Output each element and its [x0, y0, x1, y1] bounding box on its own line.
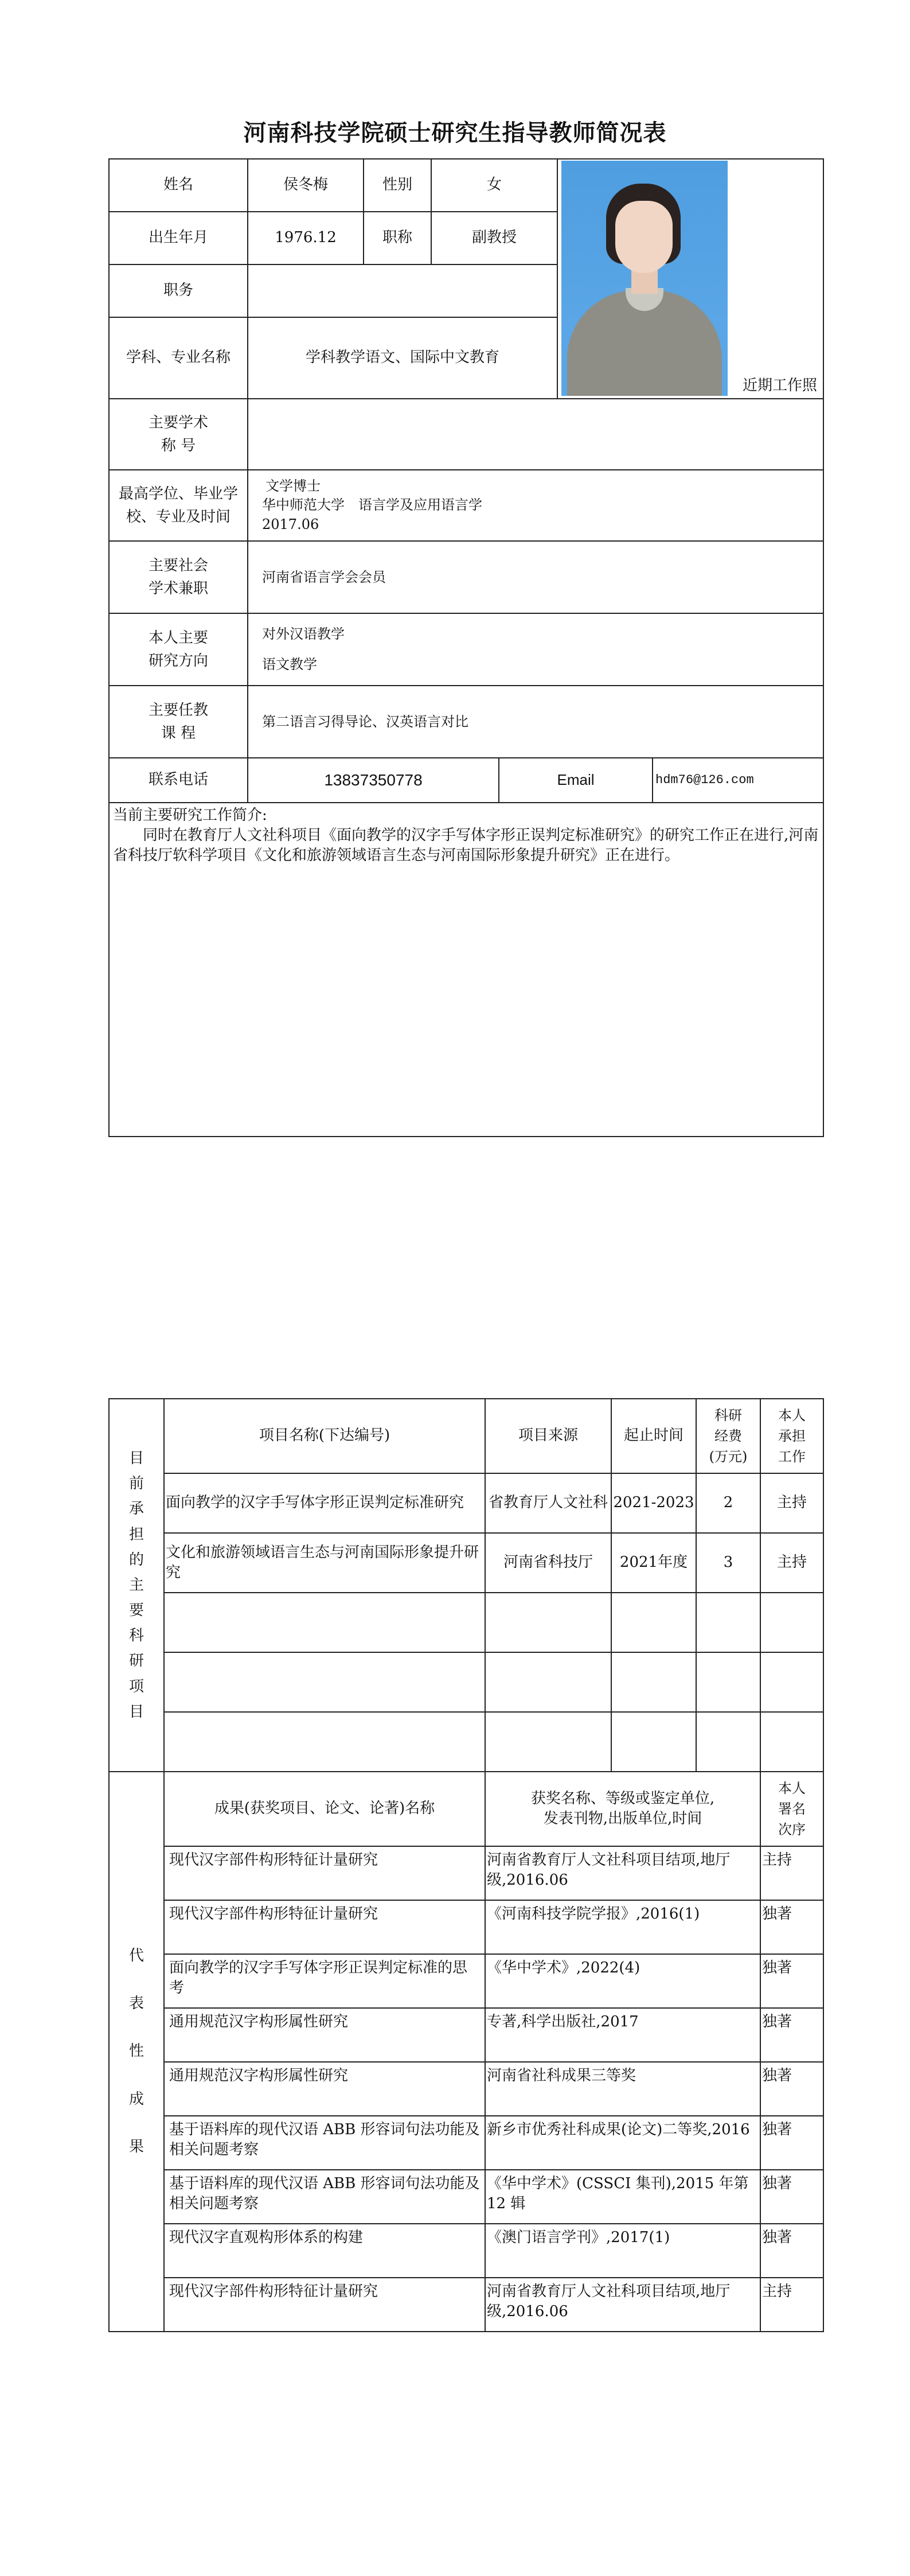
achievement-name: 通用规范汉字构形属性研究 — [164, 2062, 485, 2116]
project-funding — [696, 1652, 760, 1712]
courses-value: 第二语言习得导论、汉英语言对比 — [248, 686, 823, 758]
academic-title-value — [248, 399, 823, 470]
project-funding — [696, 1712, 760, 1772]
project-period: 2021年度 — [611, 1533, 696, 1593]
project-source — [485, 1593, 611, 1652]
table-row — [109, 2170, 823, 2224]
achievement-info: 新乡市优秀社科成果(论文)二等奖,2016 — [485, 2116, 760, 2170]
table-row — [109, 2062, 823, 2116]
gender-label: 性别 — [364, 159, 431, 212]
achievement-name: 现代汉字部件构形特征计量研究 — [164, 1900, 485, 1954]
position-value — [248, 264, 557, 317]
project-role — [760, 1712, 823, 1772]
projects-header-source: 项目来源 — [485, 1399, 611, 1473]
achievements-section-label: 代 表 性 成 果 — [109, 1772, 164, 2332]
table-row — [109, 2116, 823, 2170]
position-label: 职务 — [109, 264, 248, 317]
achievements-header-order: 本人 署名 次序 — [760, 1772, 823, 1846]
photo-label: 近期工作照 — [743, 376, 818, 394]
table-row — [109, 2278, 823, 2332]
table-row — [109, 2224, 823, 2278]
table-row — [109, 2008, 823, 2062]
phone-label: 联系电话 — [109, 758, 248, 803]
project-source — [485, 1712, 611, 1772]
project-name — [164, 1593, 485, 1652]
project-funding: 2 — [696, 1473, 760, 1533]
table-row — [109, 1900, 823, 1954]
project-role — [760, 1593, 823, 1652]
intro-text: 同时在教育厅人文社科项目《面向教学的汉字手写体字形正误判定标准研究》的研究工作正在进行,河南省科技厅软科学项目《文化和旅游领域语言生态与河南国际形象提升研究》正在进行。 — [113, 827, 819, 865]
project-name: 文化和旅游领域语言生态与河南国际形象提升研究 — [164, 1533, 485, 1593]
table-row — [109, 1473, 823, 1533]
achievement-name: 现代汉字部件构形特征计量研究 — [164, 2278, 485, 2332]
project-role: 主持 — [760, 1473, 823, 1533]
achievement-name: 现代汉字直观构形体系的构建 — [164, 2224, 485, 2278]
achievement-info: 河南省教育厅人文社科项目结项,地厅级,2016.06 — [485, 2278, 760, 2332]
degree-value: 文学博士 华中师范大学 语言学及应用语言学 2017.06 — [248, 470, 823, 541]
project-period: 2021-2023 — [611, 1473, 696, 1533]
project-period — [611, 1712, 696, 1772]
photo-cell — [557, 159, 823, 399]
achievement-name: 面向教学的汉字手写体字形正误判定标准的思考 — [164, 1954, 485, 2008]
project-period — [611, 1593, 696, 1652]
project-name — [164, 1652, 485, 1712]
table-row — [109, 1954, 823, 2008]
title-label: 职称 — [364, 212, 431, 264]
project-role — [760, 1652, 823, 1712]
subject-label: 学科、专业名称 — [109, 317, 248, 399]
table-row — [109, 1593, 823, 1652]
project-period — [611, 1652, 696, 1712]
project-funding — [696, 1593, 760, 1652]
projects-section-label: 目 前 承 担 的 主 要 科 研 项 目 — [109, 1399, 164, 1772]
achievement-info: 《河南科技学院学报》,2016(1) — [485, 1900, 760, 1954]
projects-header-role: 本人 承担 工作 — [760, 1399, 823, 1473]
achievement-order: 独著 — [760, 2170, 823, 2224]
projects-header-period: 起止时间 — [611, 1399, 696, 1473]
achievement-order: 独著 — [760, 2008, 823, 2062]
table-row — [109, 1533, 823, 1593]
courses-label: 主要任教 课 程 — [109, 686, 248, 758]
achievement-order: 独著 — [760, 2224, 823, 2278]
achievements-header-name: 成果(获奖项目、论文、论著)名称 — [164, 1772, 485, 1846]
achievement-info: 河南省教育厅人文社科项目结项,地厅级,2016.06 — [485, 1846, 760, 1900]
achievements-header-info: 获奖名称、等级或鉴定单位, 发表刊物,出版单位,时间 — [485, 1772, 760, 1846]
table-row — [109, 1712, 823, 1772]
birth-value: 1976.12 — [248, 212, 364, 264]
achievement-order: 独著 — [760, 2116, 823, 2170]
page-title: 河南科技学院硕士研究生指导教师简况表 — [243, 120, 667, 146]
table-row — [109, 1846, 823, 1900]
achievement-order: 主持 — [760, 1846, 823, 1900]
research-value: 对外汉语教学 语文教学 — [248, 613, 823, 686]
phone-value: 13837350778 — [248, 758, 499, 803]
achievement-info: 河南省社科成果三等奖 — [485, 2062, 760, 2116]
project-name: 面向教学的汉字手写体字形正误判定标准研究 — [164, 1473, 485, 1533]
portrait-photo — [561, 161, 728, 396]
project-source — [485, 1652, 611, 1712]
subject-value: 学科教学语文、国际中文教育 — [248, 317, 557, 399]
name-label: 姓名 — [109, 159, 248, 212]
birth-label: 出生年月 — [109, 212, 248, 264]
projects-achievements-table — [108, 1398, 824, 2332]
name-value: 侯冬梅 — [248, 159, 364, 212]
title-value: 副教授 — [431, 212, 557, 264]
achievement-order: 主持 — [760, 2278, 823, 2332]
achievement-info: 《华中学术》(CSSCI 集刊),2015 年第 12 辑 — [485, 2170, 760, 2224]
projects-header-funding: 科研 经费 (万元) — [696, 1399, 760, 1473]
achievement-info: 《澳门语言学刊》,2017(1) — [485, 2224, 760, 2278]
achievement-info: 《华中学术》,2022(4) — [485, 1954, 760, 2008]
achievement-name: 通用规范汉字构形属性研究 — [164, 2008, 485, 2062]
society-label: 主要社会 学术兼职 — [109, 541, 248, 613]
email-value: hdm76@126.com — [653, 758, 823, 803]
research-label: 本人主要 研究方向 — [109, 613, 248, 686]
achievement-info: 专著,科学出版社,2017 — [485, 2008, 760, 2062]
email-label: Email — [499, 758, 653, 803]
academic-title-label: 主要学术 称 号 — [109, 399, 248, 470]
degree-label: 最高学位、毕业学 校、专业及时间 — [109, 470, 248, 541]
achievement-order: 独著 — [760, 1900, 823, 1954]
intro-heading: 当前主要研究工作简介: — [113, 807, 267, 824]
project-role: 主持 — [760, 1533, 823, 1593]
achievement-order: 独著 — [760, 2062, 823, 2116]
project-source: 省教育厅人文社科 — [485, 1473, 611, 1533]
society-value: 河南省语言学会会员 — [248, 541, 823, 613]
achievement-name: 基于语料库的现代汉语 ABB 形容词句法功能及相关问题考察 — [164, 2170, 485, 2224]
research-intro — [109, 803, 823, 1137]
profile-table — [108, 158, 824, 1137]
achievement-name: 基于语料库的现代汉语 ABB 形容词句法功能及相关问题考察 — [164, 2116, 485, 2170]
project-funding: 3 — [696, 1533, 760, 1593]
project-source: 河南省科技厅 — [485, 1533, 611, 1593]
achievement-order: 独著 — [760, 1954, 823, 2008]
project-name — [164, 1712, 485, 1772]
projects-header-name: 项目名称(下达编号) — [164, 1399, 485, 1473]
achievement-name: 现代汉字部件构形特征计量研究 — [164, 1846, 485, 1900]
table-row — [109, 1652, 823, 1712]
gender-value: 女 — [431, 159, 557, 212]
